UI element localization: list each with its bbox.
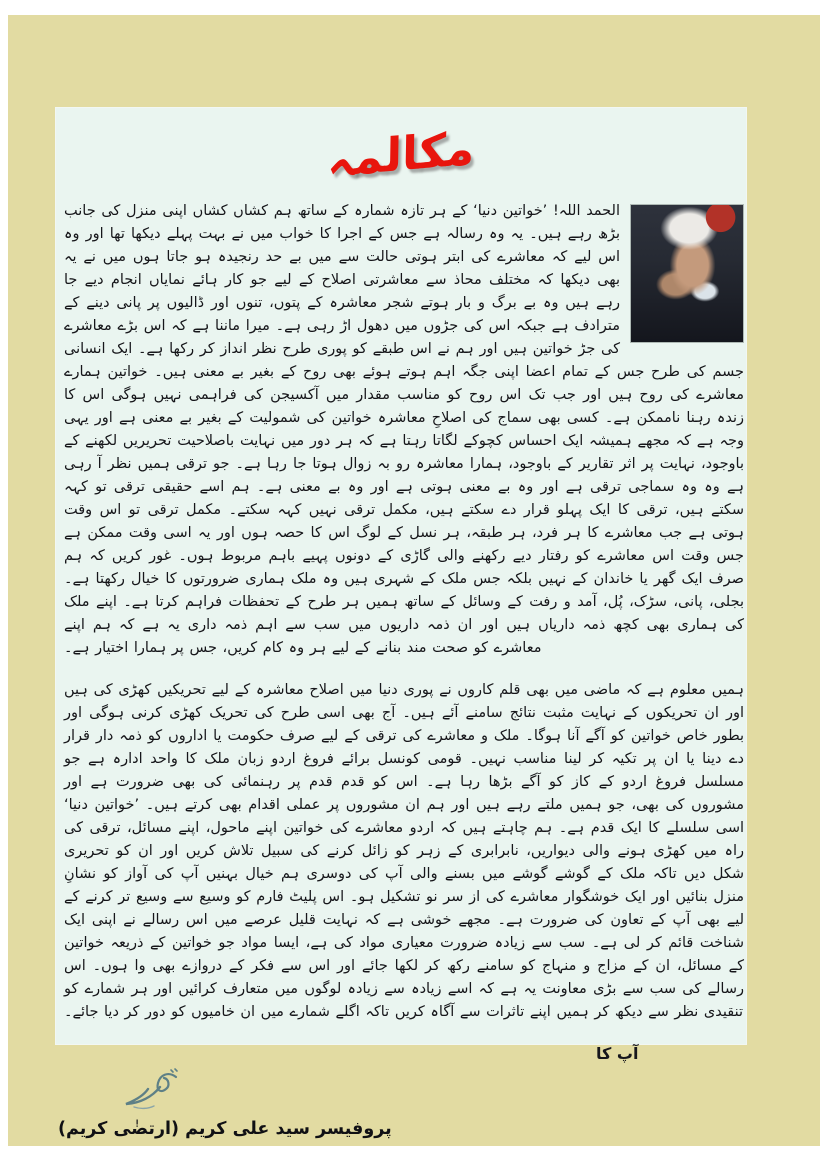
title-block	[56, 122, 746, 194]
editorial-body	[64, 200, 744, 1024]
closing-salutation: آپ کا	[596, 1044, 639, 1063]
signature-block	[56, 1067, 746, 1113]
handwritten-signature	[114, 1067, 186, 1113]
editor-portrait-photo	[630, 204, 744, 343]
editorial-page	[55, 107, 747, 1139]
editorial-paragraph-2: ہمیں معلوم ہے کہ ماضی میں بھی قلم کاروں نے پوری دنیا میں اصلاح معاشرہ کے لیے تحریکیں کھڑی کی ہیں اور ان تحریکوں کے نہایت مثبت نتائج سامنے آئے ہیں۔ آج بھی اسی طرح کی تحریک کھڑی کرنی ہوگی اور بطور خاص خواتین کو آگے آنا ہوگا۔ ملک و معاشرے کی ترقی کے لیے صرف حکومت یا اداروں کو ذمہ دار قرار دے دینا یا ان پر تکیہ کر لینا مناسب نہیں۔ قومی کونسل برائے فروغ اردو زبان ملک کا واحد ادارہ ہے جو مسلسل فروغ اردو کے کاز کو آگے بڑھا رہا ہے۔ اس کو قدم قدم پر رہنمائی کی بھی ضرورت ہے اور مشوروں کی بھی، جو ہمیں ملتے رہے ہیں اور ہم ان مشوروں پر عملی اقدام بھی کرتے ہیں۔ ’خواتین دنیا‘ اسی سلسلے کا ایک قدم ہے۔ ہم چاہتے ہیں کہ اردو معاشرے کی خواتین اپنے ماحول، اپنے مسائل، ترقی کی راہ میں کھڑی ہونے والی دیواریں، نابرابری کے زہر کو زائل کرنے کی سبیل تلاش کریں اور ان کو تحریری شکل دیں تاکہ ملک کے گوشے گوشے میں بسنے والی آپ کی دوسری ہم خیال بہنیں آپ کی آواز کو نشانِ منزل بنائیں اور ایک خوشگوار معاشرے کی از سر نو تشکیل ہو۔ اس پلیٹ فارم کو وسیع سے وسیع تر کرنے کے لیے بھی آپ کے تعاون کی ضرورت ہے۔ مجھے خوشی ہے کہ نہایت قلیل عرصے میں اس رسالے نے اپنی ایک شناخت قائم کر لی ہے۔ سب سے زیادہ ضرورت معیاری مواد کی ہے، ایسا مواد جو خواتین کے ذریعہ خواتین کے مسائل، ان کے مزاج و منہاج کو سامنے رکھ کر لکھا جائے اور اس سے فکر کے دروازے بھی وا ہوں۔ اس رسالے کی سب سے بڑی معاونت یہ ہے کہ اسے زیادہ سے زیادہ لوگوں میں متعارف کرائیں اور ہر شمارے کو تنقیدی نظر سے دیکھ کر ہمیں اپنے تاثرات سے آگاہ کریں تاکہ اگلے شمارے میں ان خامیوں کو دور کر دیا جائے۔	[64, 682, 744, 1020]
author-name: پروفیسر سید علی کریم (ارتضٰی کریم)	[58, 1119, 392, 1139]
editorial-paragraph-1: الحمد اللہ! ’خواتین دنیا‘ کے ہر تازہ شمارہ کے ساتھ ہم کشاں کشاں اپنی منزل کی جانب بڑھ رہے ہیں۔ یہ وہ رسالہ ہے جس کے اجرا کا خواب میں نے بہت پہلے دیکھا تھا اور وہ اس لیے کہ معاشرے کی ابتر ہوتی حالت سے میں بے حد رنجیدہ ہو جاتا ہوں میں نے یہ بھی دیکھا کہ مختلف محاذ سے معاشرتی اصلاح کے لیے جو کار ہائے نمایاں انجام دیے جا رہے ہیں وہ بے برگ و بار ہوتے شجر معاشرہ کے پتوں، تنوں اور ڈالیوں پر پانی دینے کے مترادف ہے جبکہ اس کی جڑوں میں دھول اڑ رہی ہے۔ میرا ماننا ہے کہ اس بڑے معاشرے کی جڑ خواتین ہیں اور ہم نے اس طبقے کو پوری طرح نظر انداز کر رکھا ہے۔ ایک انسانی جسم کی طرح جس کے تمام اعضا اپنی جگہ اہم ہوتے ہوئے بھی روح کے بغیر بے معنی ہیں۔ خواتین ہمارے معاشرے کی روح ہیں اور جب تک اس روح کو مناسب مقدار میں آکسیجن کی فراہمی نہیں ہوگی اس کا زندہ رہنا ناممکن ہے۔ کسی بھی سماج کی اصلاحِ معاشرہ خواتین کی شمولیت کے بغیر بے معنی ہے اور یہی وجہ ہے کہ مجھے ہمیشہ ایک احساس کچوکے لگاتا رہتا ہے کہ ہر دور میں نہایت باصلاحیت تحریریں لکھنے کے باوجود، نہایت پر اثر تقاریر کے باوجود، ہمارا معاشرہ رو بہ زوال ہوتا جا رہا ہے۔ جو ترقی ہمیں نظر آ رہی ہے وہ وہ سماجی ترقی ہے اور وہ بے معنی ہوتی ہے اور وہ بے معنی ہے۔ ہم اسے حقیقی ترقی تو کہہ سکتے ہیں، ترقی کا ایک پہلو قرار دے سکتے ہیں، مکمل ترقی نہیں کہہ سکتے۔ مکمل ترقی تو اس وقت ہوتی ہے جب معاشرے کا ہر فرد، ہر طبقہ، ہر نسل کے لوگ اس کا حصہ ہوں اور یہ اسی وقت ممکن ہے جس وقت اس معاشرے کو رفتار دیے رکھنے والی گاڑی کے دونوں پہیے باہم مربوط ہوں۔ غور کریں کہ ہم صرف ایک گھر یا خاندان کے نہیں بلکہ جس ملک کے شہری ہیں وہ ملک ہماری ضرورتوں کا خیال رکھتا ہے۔ بجلی، پانی، سڑک، پُل، آمد و رفت کے وسائل کے ساتھ ہمیں ہر طرح کے تحفظات فراہم کرتا ہے۔ اپنے ملک کی ہماری بھی کچھ ذمہ داریاں ہیں اور ان ذمہ داریوں میں سب سے اہم ذمہ داری یہ ہے کہ ہم اپنے معاشرے کو صحت مند بنانے کے لیے ہر وہ کام کریں، جس پر ہمارا اختیار ہے۔	[64, 203, 744, 656]
page-title: مکالمہ	[327, 120, 475, 188]
